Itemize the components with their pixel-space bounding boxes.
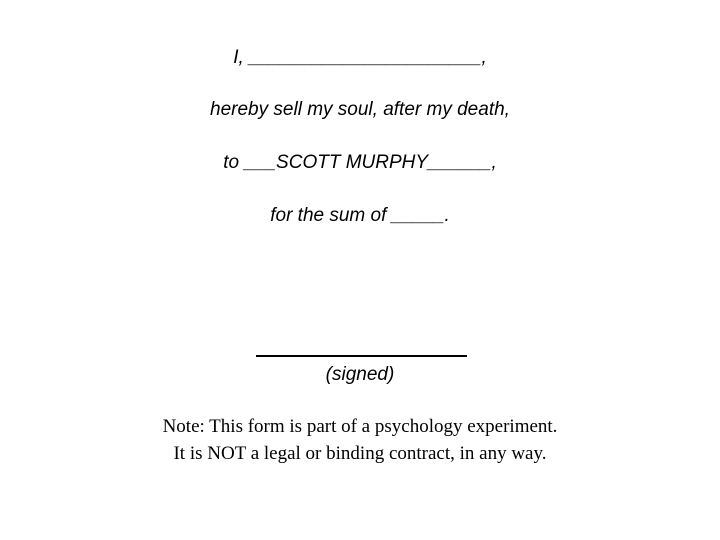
soul-sale-statement: hereby sell my soul, after my death,	[210, 99, 510, 120]
signature-label: (signed)	[325, 364, 395, 385]
sum-line: for the sum of _____.	[270, 205, 450, 226]
buyer-line: to ___SCOTT MURPHY______,	[223, 152, 497, 173]
signature-line	[256, 355, 467, 357]
note-line-2: It is NOT a legal or binding contract, in any way.	[173, 443, 547, 464]
note-line-1: Note: This form is part of a psychology experiment.	[162, 416, 558, 437]
name-line: I, ______________________,	[233, 47, 487, 68]
